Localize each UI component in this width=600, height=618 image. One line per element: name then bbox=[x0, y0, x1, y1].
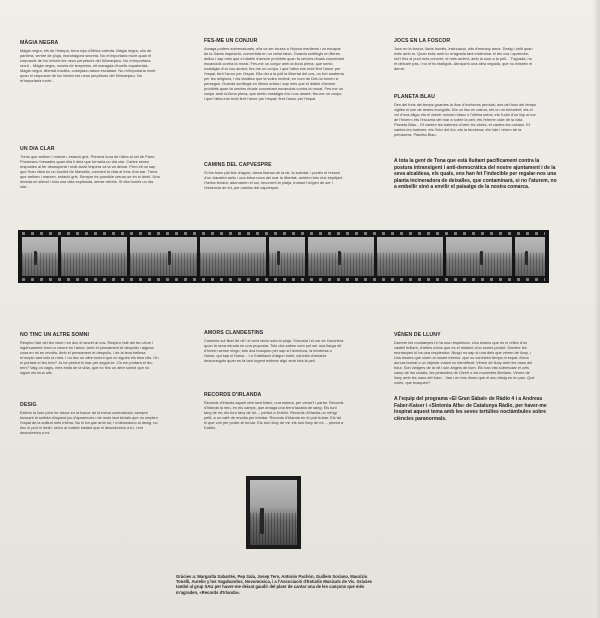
portrait-photo bbox=[246, 476, 301, 549]
sleeve-edge bbox=[594, 0, 600, 618]
film-frame bbox=[515, 237, 545, 276]
song-lyrics: Trens que arriben i marxen, estació gris. Primera hora de l'alba al cel de París. Promeses i besades quan ella li deia que tornaria un dia clar. Cartes seves respostes al fer desesperat i molt aviat l'espera va la va deixar. Però ell no sap que l'han vista en un bordell de Marsella, cremant la vida al fons d'un bar. Trens que arriben i marxen, estació gris. Sempre és possible creuar-se en el destí. Una mirada en silenci i tota una vida esplicada, sense retrets. Si ella tornés un dia clar... bbox=[20, 154, 160, 189]
film-frame bbox=[377, 237, 443, 276]
film-frame bbox=[308, 237, 374, 276]
song-lyrics: Si fos fums pàl·lids d'agost, dama blanca de la nit, la soledat, i portés el resseò d'un clausèm antic i una brisa nova del mar la llibertat, aniríem ben rius trepitjant l'herba tendra; adornarem el sol, recorrent la platja, trobant l'origen de ser i l'essència de tot, per camins del capvespre. bbox=[204, 170, 343, 190]
song-title: CAMINS DEL CAPVESPRE bbox=[204, 162, 272, 168]
film-frame bbox=[130, 237, 196, 276]
song-title: JOCS EN LA FOSCOR bbox=[394, 38, 451, 44]
dedication-text: A l'equip del programa «El Gran Sàbat» de Ràdio 4 i a Andreas Faber-Kaiser i «Sintonia Alfa» de Catalunya Ràdio, per haver-me inspirat aquest tema amb les seves tertúlies noctàmbules sobre ciències paranormals. bbox=[394, 396, 547, 422]
song-jocs-en-la-foscor bbox=[394, 38, 536, 71]
film-frame bbox=[446, 237, 512, 276]
song-lyrics: Records d'Irlanda aquell vent tant blanc, una estona, per veure't i parlar. Records d'Irlanda la neu, en els camps, que amaga una terra tacada de sang. Els turó fany de mi; els turó fany de mi..., perdut a Dublín. Records d'Irlanda un refugi petit, a un cafè de revolta per brindar. Records d'Irlanda en el pub trobar. Els tal el que volí per poder-te tornar. Els turó fany de mi; els turó fany de mi..., perdut a Dublín. bbox=[204, 400, 344, 430]
song-planeta-blau bbox=[394, 94, 536, 137]
song-lyrics: Respiro l'alè del teu viure i en duc el secret al cos. Respiro l'alè del teu viure i ingènuament torno a creure en l'amor. Amb el pensament et despullo i alguna cosa en mi es revolta. Amb el pensament et despullo, i de la teva bellesa m'omplo tant sols la roba. I no tinc un altre somni que no sigués els teus ulls. On el portarà el teu tren? Jo he perdut el mar per seguir-te. On em portarà el teu tren? Vaig on vagis, més enllà de la vida, que no tinc un altre somni que no siguin els teus ulls. bbox=[20, 340, 159, 375]
song-no-tinc-un-altre-somni bbox=[20, 332, 160, 375]
song-title: FES-ME UN CONJUR bbox=[204, 38, 258, 44]
photo-figure bbox=[260, 508, 264, 534]
film-frame bbox=[269, 237, 305, 276]
song-camins-del-capvespre bbox=[204, 162, 344, 190]
film-frames bbox=[22, 237, 545, 276]
film-frame bbox=[61, 237, 127, 276]
song-desig bbox=[20, 402, 160, 435]
song-title: NO TINC UN ALTRE SOMNI bbox=[20, 332, 90, 338]
acknowledgements bbox=[176, 574, 376, 595]
film-perforations-top bbox=[22, 232, 545, 235]
film-frame bbox=[200, 237, 266, 276]
song-lyrics: Camines sol·litari de nit i el vent venis sota la pluja. S'acosta i el cor se t'accelera quan la seva mirada es una proposta. Tots dos sabeu com pot ser una llarga nit d'hivern sense ningú; tots dos busqueu per sap si l'aventura, la tendresa o l'amor, qui sap si l'amor... I a l'habitació d'algun hotel, carícies d'amants desconeguts quan es fa tant urgent estimar algú amb tota la pell. bbox=[204, 338, 344, 363]
dedication-text: A tota la gent de Tona que està lluitant pacíficament contra la postura intransigent i anti-democràtica del nostre ajuntament i de la seva alcaldesa, els quals, ens han fet l'indecible per regalar-nos una planta incineradora de deixalles, que contaminarà, si no l'aturem, no a embellir sinó a envilir el paisatge de la nostra comarca. bbox=[394, 158, 557, 191]
photo-image bbox=[250, 480, 297, 545]
acknowledgements-text: Gràcies a: Margarita Sabartés, Pep Sala, Josep Tero, Antonio Pachón, Guillem Soriano, Maurizio Tonelli, Aurelio y los Vagabundos, Novomúsica, i a l'Associació d'Estudis Musicals de Vic. Gràcies també al grup SAU per haver-me deixat gaudir del plaer de cantar una de les cançons que més m'agraden, «Records d'Irlanda». bbox=[176, 574, 372, 595]
film-frame bbox=[22, 237, 58, 276]
song-records-d-irlanda bbox=[204, 392, 344, 430]
song-lyrics: Jocs en la foscor, llavis humits, insinuació, nits d'estrany amor. Desig i oblit quan estic amb tu. Quan estic amb tu m'agrada tant endevinar el teu cos i aprendre-me'l fins al punt més concret, el més ardent, amb la suor a la pell... T'agrada, no et deixaré pas, i no m'ho fastiguis. Abraça'm una altra vegada, que no existeix el demà. bbox=[394, 46, 533, 71]
note-programa bbox=[394, 396, 558, 422]
song-title: VÉNEN DE LLUNY bbox=[394, 332, 441, 338]
song-title: MÀGIA NEGRA bbox=[20, 40, 59, 46]
song-amors-clandestins bbox=[204, 330, 344, 363]
song-title: DESIG bbox=[20, 402, 37, 408]
song-title: UN DIA CLAR bbox=[20, 146, 55, 152]
song-venen-de-lluny bbox=[394, 332, 536, 385]
song-lyrics: Estimo la llum però he viscut en la foscor de la meva contradicció; sempre buscant la sortida d'aquest joc d'aparences i de mots tant trivials que no omplen l'espai de la solitud més íntima. No hi ha que amb tot, i m'abandono al desig, no tinc ni port ni destí; neixo al mateix instant que el descobreixo a tu, i em descobreixo a mi. bbox=[20, 410, 158, 435]
song-lyrics: Des del fons del temps guardes la llum d'horitzons perduts; des del fons del temps vigiles el son de restes incògnits. Ets un llac en calma, ets un riu turbulent; ets el vol d'una àliga; ets el darrer unicorn blanc o l'última selva; ets l'udol d'un llop al cor de l'hivern; ets l'escuma del mar a sobre la pell; ets l'eterne cicle de la vida. Planeta Blau... Et canten les balenes d'ortre les cicles, et cantes les oceans. Et cantes les balenes; ets l'inici del foc; ets la tendresa; ets l'alè i retorn de la primavera. Planeta Blau. bbox=[394, 102, 536, 137]
song-title: PLANETA BLAU bbox=[394, 94, 435, 100]
song-magia-negra bbox=[20, 40, 160, 83]
film-strip-photos bbox=[18, 230, 549, 283]
song-lyrics: Màgia negra, ets de l'estepa, terra roja d'Àfrica calenta. Màgia negra, ulls de pantera, ventre de pluja, mandràgora secreta. No m'importaria morir quan el crepuscle de foc teixeix les neus perpètues del Kilimanjaro. No m'importaria morir... Màgia negra, novela de tempesta, nit maragda d'ocells equatorials. Màgia negra, llibertat insòlita, cobejada natura esclatant. No m'importaria morir quan el crepuscle de foc teixeix les neus perpètues del Kilimanjaro. No m'importaria morir... bbox=[20, 48, 156, 83]
song-lyrics: Amaga poders sobrenaturals, ella va ser bruixa a l'època medieval i va escapar de la Santa Inquisició, convertida en un vellut fatxó. Guarda sortilegis en llibres antics i sap més que el diable d'amore prohibits quan fa cercles rituals concertant escandols contra la moral. Fes-me un conjur amb la lluna plena, que sento nostàlgia d'un cos amant; fes-me un conjur, i que l'alba ens trobi fent l'amor per l'espai, fent l'amor per l'espai. Ella diu a la pell la llibertat del cos, un fort anatema per les religions, i els fanàtics que la volen redimir, en nom de Déu la tornen a perseguir. Guarda sortilegis en llibres antics i sap més que el diable d'amore prohibits quan fa cercles rituals concertant escandols contra la moral. Fes-me un conjur amb la lluna plena, que sento nostàlgia d'un cos amant; fes-me un conjur, i que l'alba ens trobi fent l'amor per l'espai; fent l'amor per l'espai. bbox=[204, 46, 345, 101]
song-title: AMORS CLANDESTINS bbox=[204, 330, 264, 336]
song-fes-me-un-conjur bbox=[204, 38, 344, 101]
song-lyrics: Darrere les muntanyes hi ha una resplendor. Uns éssers que és el reflex d'un castell brillant, d'altres móns que es el reialme d'un somni perdut. Darrere les muntanyes hi ha una resplendor. Ningú no sap si una dels que vénen de lluny. I Uns éssers que viuen al nostre interior, que no coneixen temps ni espai; d'una aurora boreal o un objecte volant no identificat. Vénen de lluny amb les naus del futur. Són viatgers de la nit i són àngels de llum. Els han vist sobrevolar el cels camp de les ciutats, les piràmides de Gizeh o els monestirs tibetans. Vénen de lluny amb les naus del futur... Van i en ens diuen que el seu desig es en pau. Què volen, que busquen? bbox=[394, 340, 535, 385]
song-title: RECORDS D'IRLANDA bbox=[204, 392, 262, 398]
film-perforations-bottom bbox=[22, 278, 545, 281]
note-tona bbox=[394, 158, 558, 191]
song-un-dia-clar bbox=[20, 146, 160, 189]
